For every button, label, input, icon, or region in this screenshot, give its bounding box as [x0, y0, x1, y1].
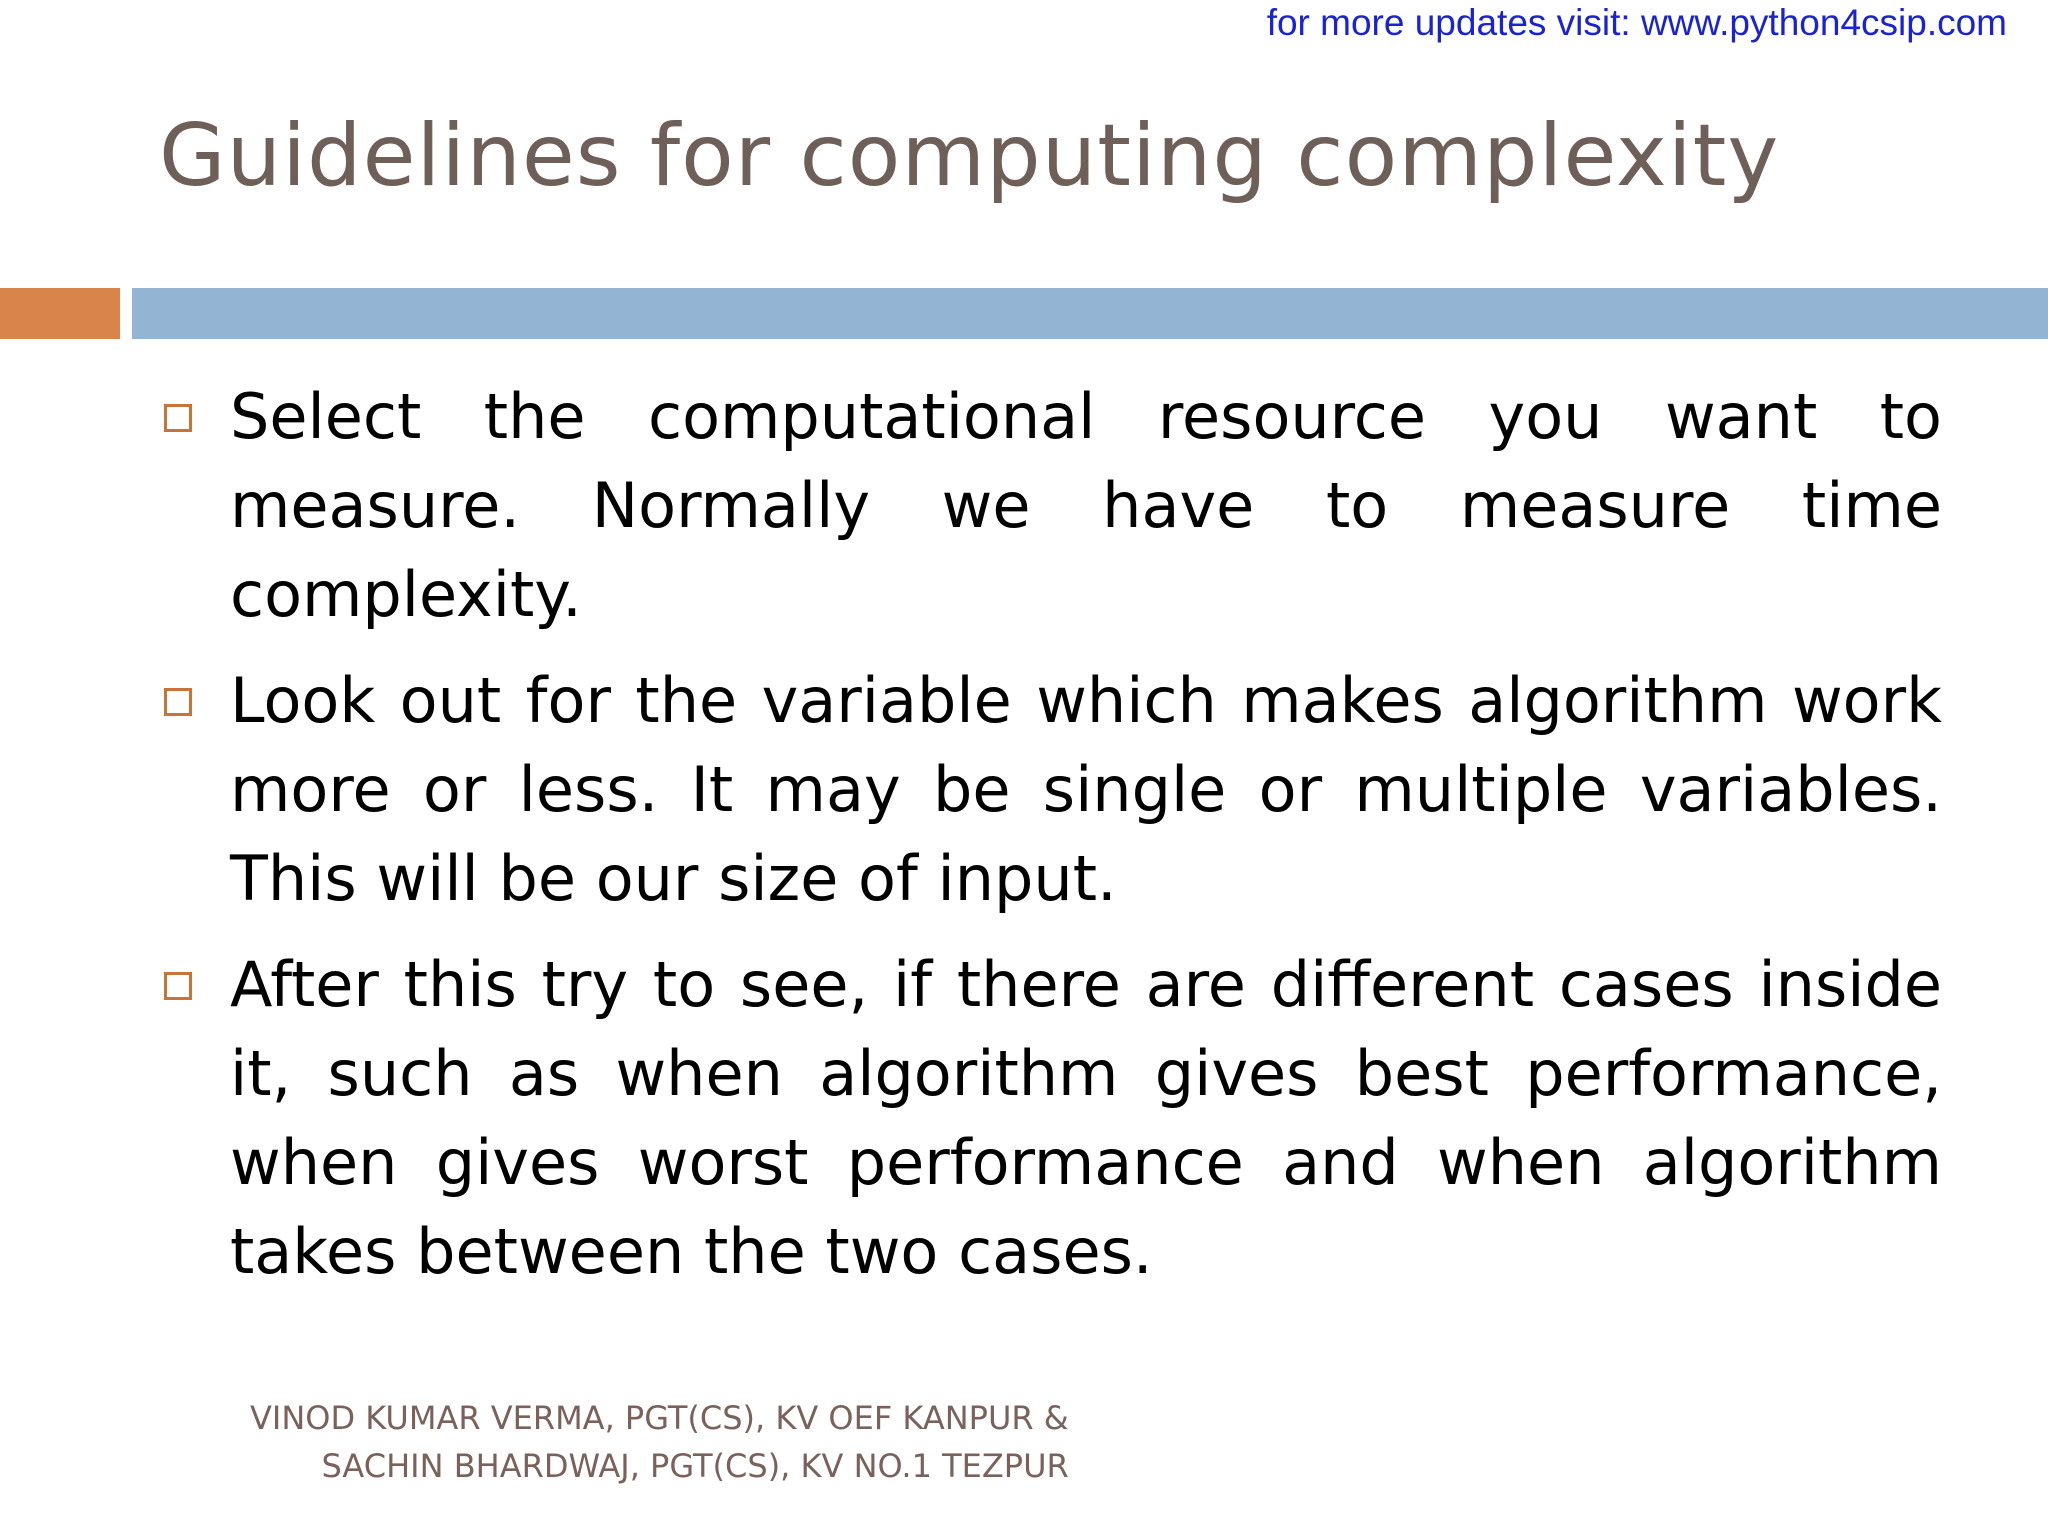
- slide-title: Guidelines for computing complexity: [159, 106, 1780, 206]
- accent-bar-orange: [0, 288, 120, 339]
- bullet-text: Look out for the variable which makes algorithm work more or less. It may be single or multiple variables. This will be our size of input.: [230, 664, 1942, 915]
- bullet-item-resource: [160, 372, 1942, 639]
- square-bullet-icon: [164, 972, 192, 1000]
- square-bullet-icon: [164, 688, 192, 716]
- footer-line-1: VINOD KUMAR VERMA, PGT(CS), KV OEF KANPUR &: [250, 1399, 1069, 1437]
- bullet-list: [160, 372, 1942, 1313]
- bullet-text: Select the computational resource you want to measure. Normally we have to measure time complexity.: [230, 380, 1942, 631]
- bullet-item-cases: [160, 940, 1942, 1296]
- author-footer: [250, 1394, 1069, 1490]
- bullet-text: After this try to see, if there are different cases inside it, such as when algorithm gives best performance, when gives worst performance and when algorithm takes between the two cases.: [230, 948, 1942, 1288]
- updates-link[interactable]: for more updates visit: www.python4csip.com: [1266, 2, 2007, 43]
- footer-line-2: SACHIN BHARDWAJ, PGT(CS), KV NO.1 TEZPUR: [321, 1447, 1069, 1485]
- square-bullet-icon: [164, 404, 192, 432]
- bullet-item-variable: [160, 656, 1942, 923]
- accent-bar-blue: [132, 288, 2048, 339]
